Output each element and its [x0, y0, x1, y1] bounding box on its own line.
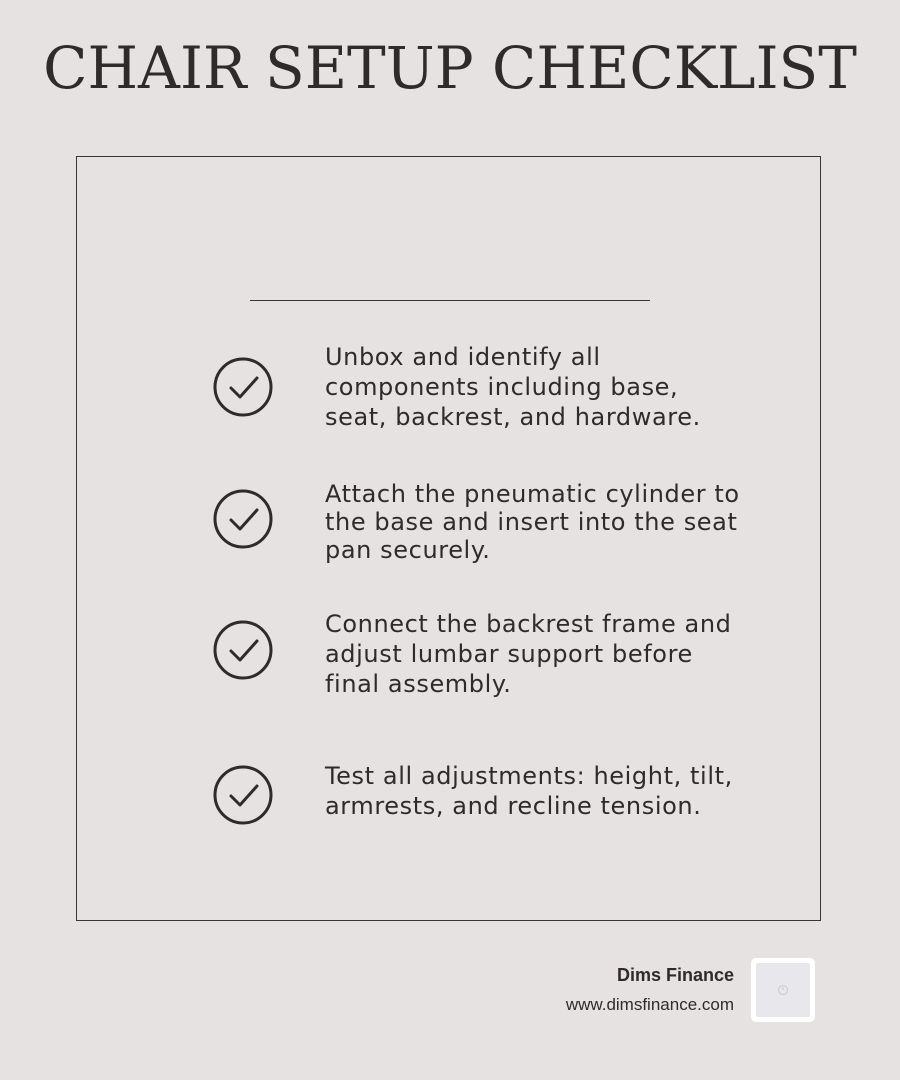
page-title: CHAIR SETUP CHECKLIST: [43, 34, 857, 102]
brand-logo-background: [756, 963, 810, 1017]
check-circle-icon: [212, 356, 274, 418]
brand-logo: [751, 958, 815, 1022]
divider-line: [250, 300, 650, 301]
checklist-item-text: Connect the backrest frame and adjust lumbar support before final assembly.: [325, 610, 732, 698]
brand-logo-icon: [777, 984, 789, 996]
check-circle-icon: [212, 764, 274, 826]
checklist-item-text: Attach the pneumatic cylinder to the base and insert into the seat pan securely.: [325, 480, 740, 564]
check-circle-icon: [212, 619, 274, 681]
brand-url[interactable]: www.dimsfinance.com: [565, 995, 734, 1014]
checklist-item-text: Unbox and identify all components including base, seat, backrest, and hardware.: [325, 343, 701, 431]
check-circle-icon: [212, 488, 274, 550]
brand-name: Dims Finance: [616, 965, 734, 985]
checklist-item-text: Test all adjustments: height, tilt, armrests, and recline tension.: [325, 762, 733, 820]
